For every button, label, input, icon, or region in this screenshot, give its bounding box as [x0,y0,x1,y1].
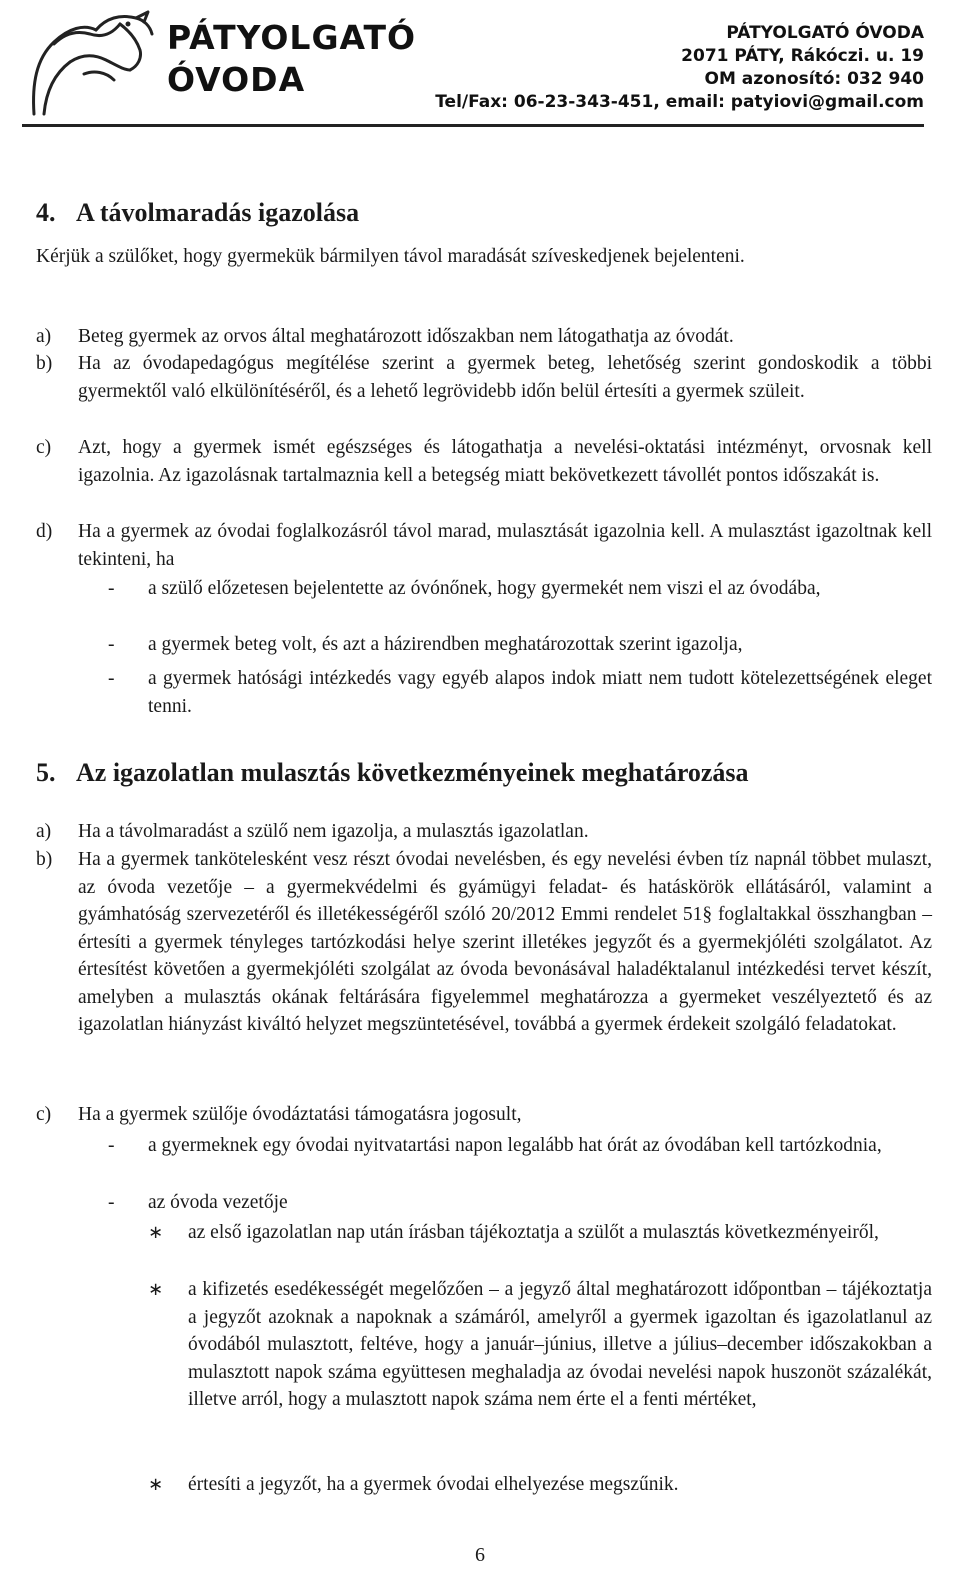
star-text: értesíti a jegyzőt, ha a gyermek óvodai elhelyezése megszűnik. [188,1474,679,1495]
item-text: Ha az óvodapedagógus megítélése szerint a gyermek beteg, lehetőség szerint gondoskodik a többi gyermektől való elkülönítéséről, és a lehető legrövidebb időn belül értesíti a gyermek szüleit. [78,353,932,402]
item-text: Beteg gyermek az orvos által meghatározott időszakban nem látogathatja az óvodát. [78,326,734,347]
dash-text: a szülő előzetesen bejelentette az óvónőnek, hogy gyermekét nem viszi el az óvodába, [148,578,821,599]
item-label: c) [36,1104,52,1125]
item-label: b) [36,849,53,870]
dash-item [108,665,932,720]
item-text: Ha a gyermek tankötelesként vesz részt óvodai nevelésben, és egy nevelési évben tíz napnál többet mulaszt, az óvoda vezetője – a gyermekvédelmi és gyámügyi feladat- és hatáskörök ellátásáról, valamint a gyámhatóság szervezetéről és illetékességéről szóló 20/2012 Emmi rendelet 51§ foglaltakkal összhangban – értesíti a gyermek tényleges tartózkodási helye szerint illetékes jegyzőt és a gyermekjóléti szolgálatot. Az értesítést követően a gyermekjóléti szolgálat az óvoda bevonásával haladéktalanul intézkedési tervet készít, amelyben a mulasztás okának feltárására figyelemmel meghatározza a gyermeket veszélyeztető és az igazolatlan hiányzást kiváltó helyzet megszüntetésével, továbbá a gyermek érdekeit szolgáló feladatokat. [78,849,932,1035]
item-label: a) [36,326,52,347]
section-5-heading [36,758,749,788]
list-item-a [36,818,932,846]
list-item-d [36,518,932,573]
dash-text: a gyermek beteg volt, és azt a házirendben meghatározottak szerint igazolja, [148,634,743,655]
header-contact-block [435,22,924,114]
dash-marker: - [108,1192,115,1213]
star-text: az első igazolatlan nap után írásban tájékoztatja a szülőt a mulasztás következményeiről, [188,1222,879,1243]
section-title: A távolmaradás igazolása [76,198,360,227]
item-text: Azt, hogy a gyermek ismét egészséges és látogathatja a nevelési-oktatási intézményt, orvosnak kell igazolnia. Az igazolásnak tartalmaznia kell a betegség miatt bekövetkezett távollét pontos időszakát is. [78,437,932,486]
dash-marker: - [108,1135,115,1156]
contact-line: Tel/Fax: 06-23-343-451, email: patyiovi@gmail.com [435,92,924,112]
dash-marker: - [108,668,115,689]
section-title: Az igazolatlan mulasztás következményeinek meghatározása [76,758,749,787]
list-item-c [36,434,932,489]
item-text: Ha a gyermek az óvodai foglalkozásról távol marad, mulasztását igazolnia kell. A mulasztást igazoltnak kell tekinteni, ha [78,521,932,570]
section-4-heading [36,198,359,228]
section-number: 5. [36,758,56,787]
dash-text: az óvoda vezetője [148,1192,288,1213]
item-text: Ha a távolmaradást a szülő nem igazolja, a mulasztás igazolatlan. [78,821,589,842]
list-item-b [36,350,932,405]
item-label: c) [36,437,52,458]
star-item [148,1471,932,1499]
dash-item [108,1132,932,1160]
org-address: 2071 PÁTY, Rákóczi. u. 19 [681,46,924,66]
list-item-b [36,846,932,1039]
asterisk-icon: ∗ [148,1279,164,1300]
item-label: b) [36,353,53,374]
om-identifier: OM azonosító: 032 940 [704,69,924,89]
star-item [148,1219,932,1247]
dash-text: a gyermeknek egy óvodai nyitvatartási napon legalább hat órát az óvodában kell tartózkodnia, [148,1135,882,1156]
list-item-c [36,1101,932,1129]
kindergarten-logo [24,4,417,122]
section-4-intro: Kérjük a szülőket, hogy gyermekük bármilyen távol maradását szíveskedjenek bejelenteni. [36,246,745,267]
item-label: a) [36,821,52,842]
dash-item [108,631,932,659]
logo-text-line1: PÁTYOLGATÓ [167,18,417,57]
page-number: 6 [475,1544,485,1566]
asterisk-icon: ∗ [148,1474,164,1495]
section-number: 4. [36,198,56,227]
dash-marker: - [108,634,115,655]
org-name: PÁTYOLGATÓ ÓVODA [726,23,924,43]
dash-item [108,1189,932,1217]
star-text: a kifizetés esedékességét megelőzően – a jegyző által meghatározott időpontban – tájékoztatja a jegyzőt azoknak a napoknak a számáról, amelyről a gyermek igazoltan és igazolatlanul az óvodából mulasztott, feltéve, hogy a január–június, illetve a július–december időszakokban a mulasztott napok száma együttesen meghaladja az óvodai nevelési napok huszonöt százalékát, illetve arról, hogy a mulasztott napok száma nem érte el a fenti mértéket, [188,1279,932,1410]
logo-text-line2: ÓVODA [167,60,306,99]
asterisk-icon: ∗ [148,1222,164,1243]
star-item [148,1276,932,1414]
item-text: Ha a gyermek szülője óvodáztatási támogatásra jogosult, [78,1104,522,1125]
item-label: d) [36,521,53,542]
dash-text: a gyermek hatósági intézkedés vagy egyéb alapos indok miatt nem tudott kötelezettségének eleget tenni. [148,668,932,717]
header-divider [22,124,924,127]
list-item-a [36,323,932,351]
dash-item [108,575,932,603]
dash-marker: - [108,578,115,599]
